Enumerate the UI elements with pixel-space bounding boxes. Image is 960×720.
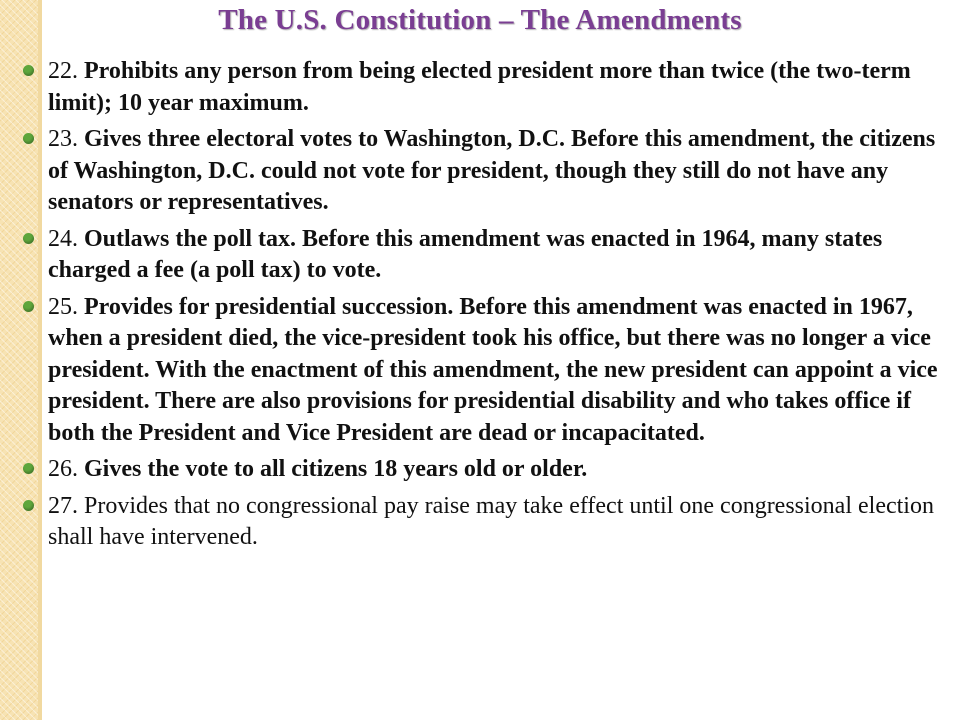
amendment-number: 22. <box>48 58 78 84</box>
bullet-icon <box>23 133 34 144</box>
amendment-text: Provides that no congressional pay raise may take effect until one congressional election shall have intervened. <box>48 492 934 550</box>
bullet-icon <box>23 463 34 474</box>
amendment-number: 27. <box>48 492 78 519</box>
amendment-number: 25. <box>48 293 78 320</box>
amendment-text: Outlaws the poll tax. Before this amendment was enacted in 1964, many states charged a fee (a poll tax) to vote. <box>48 225 883 283</box>
amendment-text: Provides for presidential succession. Before this amendment was enacted in 1967, when a president died, the vice-president took his office, but there was no longer a vice president. With the enactment of this amendment, the new president can appoint a vice president. There are also provisions for presidential disability and who takes office if both the President and Vice President are dead or incapacitated. <box>48 293 938 446</box>
bullet-icon <box>23 500 34 511</box>
bullet-icon <box>23 233 34 244</box>
list-item-amendment-22 <box>22 56 940 119</box>
amendment-text: Gives the vote to all citizens 18 years old or older. <box>84 456 588 482</box>
amendment-text: Gives three electoral votes to Washington, D.C. Before this amendment, the citizens of Washington, D.C. could not vote for president, though they still do not have any senators or representatives. <box>48 126 936 215</box>
amendment-number: 23. <box>48 126 78 152</box>
list-item-amendment-27 <box>22 491 940 554</box>
list-item-amendment-23 <box>22 124 940 219</box>
bullet-icon <box>23 65 34 76</box>
amendment-text: Prohibits any person from being elected president more than twice (the two-term limit); 10 year maximum. <box>48 58 911 116</box>
amendment-number: 24. <box>48 225 78 252</box>
amendments-list <box>22 56 940 559</box>
amendment-number: 26. <box>48 456 78 482</box>
bullet-icon <box>23 301 34 312</box>
slide-title: The U.S. Constitution – The Amendments <box>218 4 742 36</box>
list-item-amendment-25 <box>22 292 940 450</box>
list-item-amendment-24 <box>22 224 940 287</box>
list-item-amendment-26 <box>22 454 940 486</box>
